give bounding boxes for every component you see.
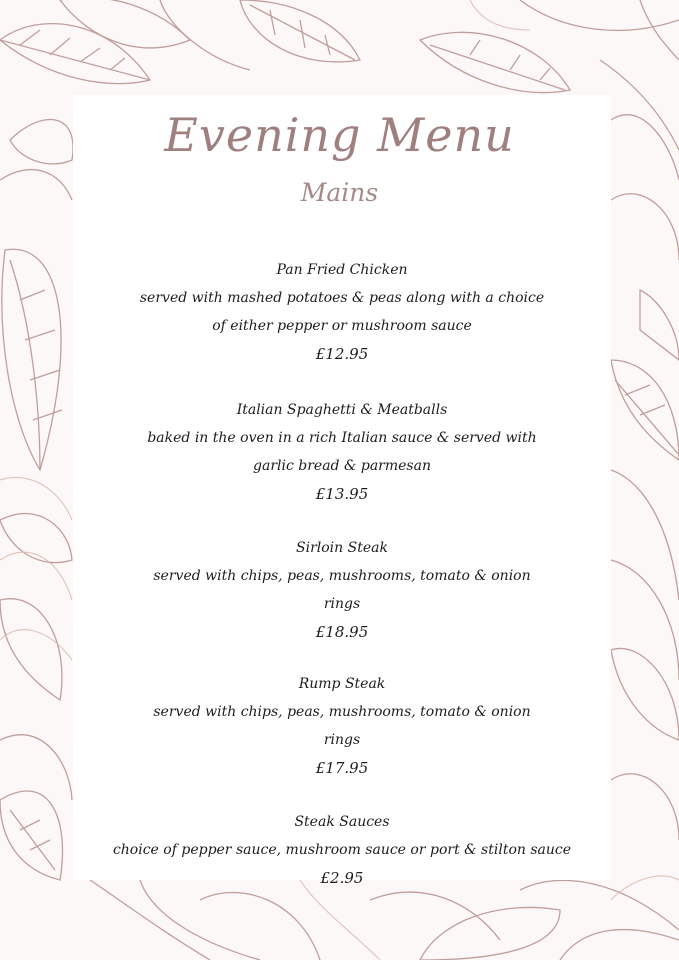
item-price: £12.95: [315, 345, 369, 363]
item-description: served with chips, peas, mushrooms, tomato & onion rings: [153, 704, 531, 748]
item-name: Rump Steak: [298, 676, 386, 692]
item-description: served with chips, peas, mushrooms, tomato & onion rings: [153, 568, 531, 612]
menu-item: [73, 670, 611, 782]
menu-item: [73, 534, 611, 646]
item-price: £17.95: [315, 759, 369, 777]
item-name: Steak Sauces: [294, 814, 390, 830]
item-price: £18.95: [315, 623, 369, 641]
item-description: baked in the oven in a rich Italian sauce & served with garlic bread & parmesan: [147, 430, 537, 474]
menu-item: [73, 396, 611, 508]
item-price: £2.95: [320, 869, 364, 887]
menu-subtitle: Mains: [300, 178, 379, 207]
item-name: Sirloin Steak: [296, 540, 388, 556]
item-price: £13.95: [315, 485, 369, 503]
item-name: Italian Spaghetti & Meatballs: [236, 402, 448, 418]
item-description: served with mashed potatoes & peas along with a choice of either pepper or mushroom sauce: [139, 290, 545, 334]
item-name: Pan Fried Chicken: [276, 262, 408, 278]
menu-item: [73, 808, 611, 892]
menu-title: Evening Menu: [164, 108, 515, 162]
item-description: choice of pepper sauce, mushroom sauce or port & stilton sauce: [112, 842, 572, 858]
menu-item: [73, 256, 611, 368]
menu-items: [73, 256, 611, 892]
